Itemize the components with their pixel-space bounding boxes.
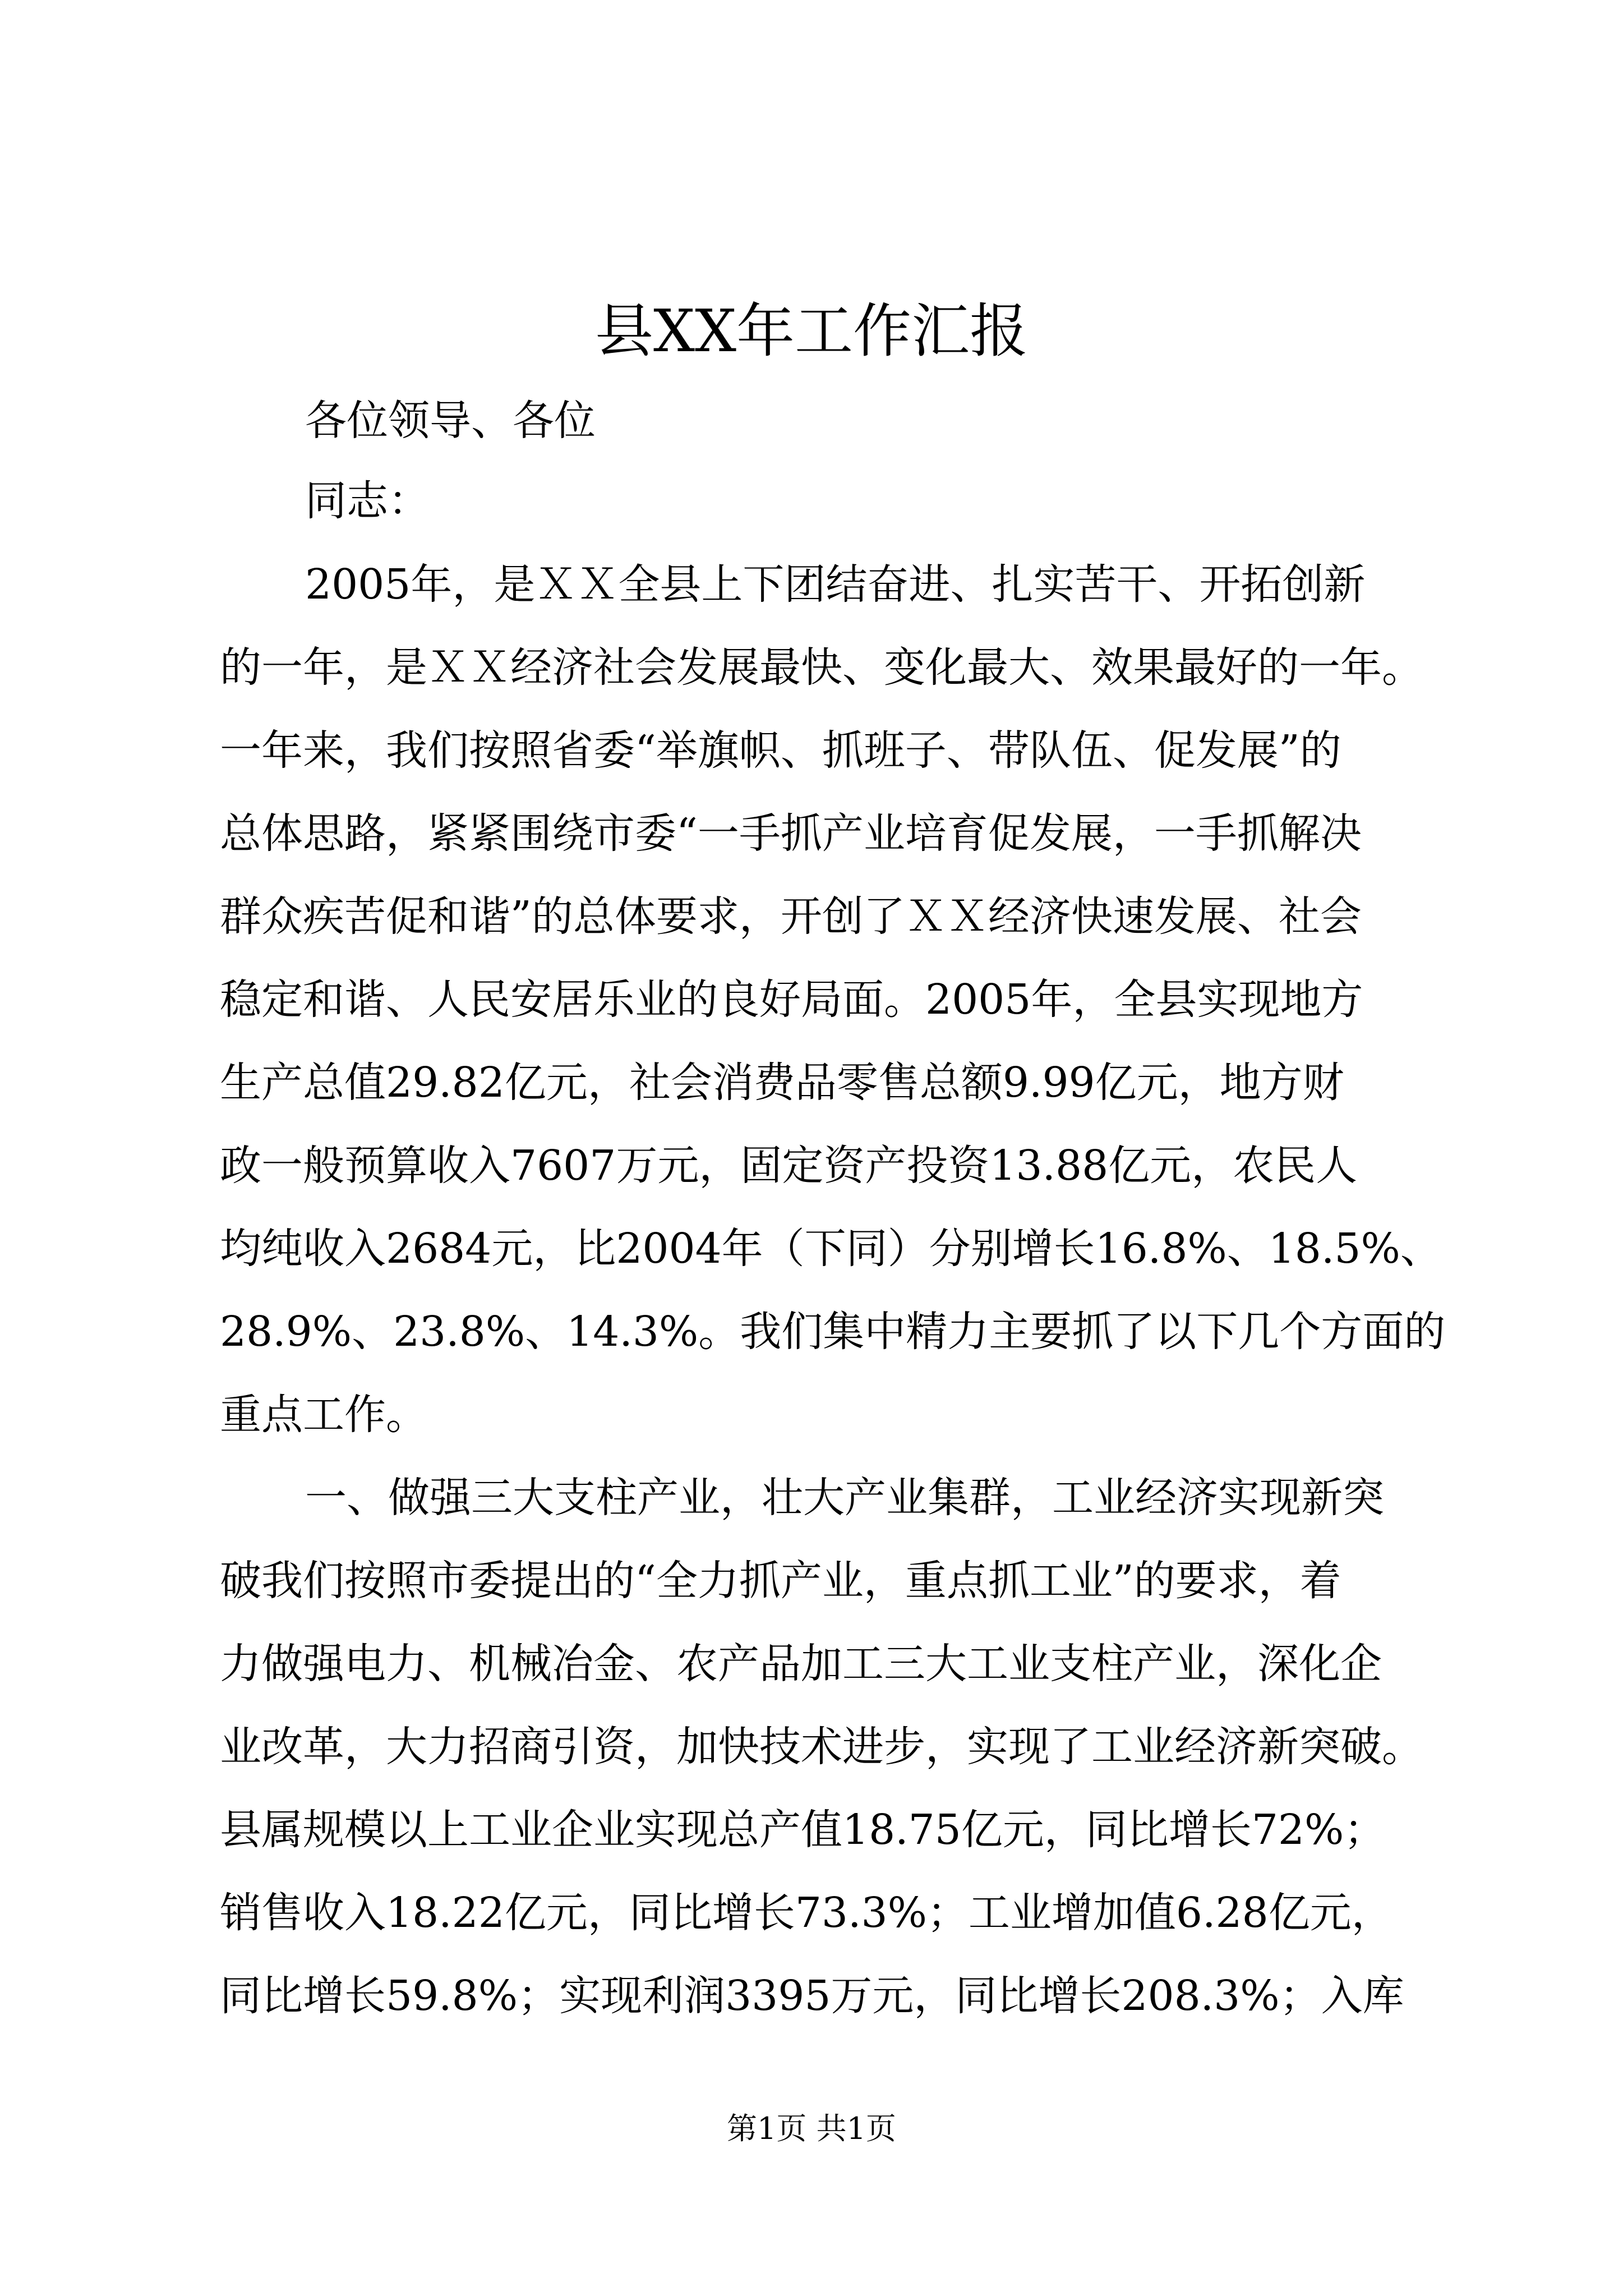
paragraph-line: 破我们按照市委提出的“全力抓产业，重点抓工业”的要求，着 [220,1557,1341,1605]
paragraph-line: 销售收入18.22亿元，同比增长73.3%；工业增加值6.28亿元， [220,1889,1393,1937]
greeting-line: 各位领导、各位 [305,397,596,445]
paragraph-line: 一、做强三大支柱产业，壮大产业集群，工业经济实现新突 [305,1474,1384,1522]
paragraph-line: 均纯收入2684元，比2004年（下同）分别增长16.8%、18.5%、 [220,1225,1442,1273]
paragraph-line: 总体思路，紧紧围绕市委“一手抓产业培育促发展，一手抓解决 [220,809,1362,858]
paragraph-line: 的一年，是ＸＸ经济社会发展最快、变化最大、效果最好的一年。 [220,643,1423,692]
paragraph-line: 重点工作。 [220,1391,427,1439]
page-footer: 第1页 共1页 [727,2111,896,2146]
paragraph-line: 政一般预算收入7607万元，固定资产投资13.88亿元，农民人 [220,1142,1358,1190]
paragraph-line: 业改革，大力招商引资，加快技术进步，实现了工业经济新突破。 [220,1723,1423,1771]
paragraph-line: 县属规模以上工业企业实现总产值18.75亿元，同比增长72%； [220,1806,1386,1854]
paragraph-line: 稳定和谐、人民安居乐业的良好局面。2005年，全县实现地方 [220,976,1363,1024]
paragraph-line: 一年来，我们按照省委“举旗帜、抓班子、带队伍、促发展”的 [220,726,1341,775]
paragraph-line: 2005年，是ＸＸ全县上下团结奋进、扎实苦干、开拓创新 [305,560,1366,609]
page-title: 县XX年工作汇报 [594,297,1029,365]
paragraph-line: 同比增长59.8%；实现利润3395万元，同比增长208.3%；入库 [220,1972,1404,2020]
paragraph-line: 力做强电力、机械冶金、农产品加工三大工业支柱产业，深化企 [220,1640,1382,1688]
paragraph-line: 生产总值29.82亿元，社会消费品零售总额9.99亿元，地方财 [220,1059,1344,1107]
paragraph-line: 28.9%、23.8%、14.3%。我们集中精力主要抓了以下几个方面的 [220,1308,1446,1356]
paragraph-line: 群众疾苦促和谐”的总体要求，开创了ＸＸ经济快速发展、社会 [220,892,1362,941]
greeting-continuation: 同志： [305,477,430,525]
